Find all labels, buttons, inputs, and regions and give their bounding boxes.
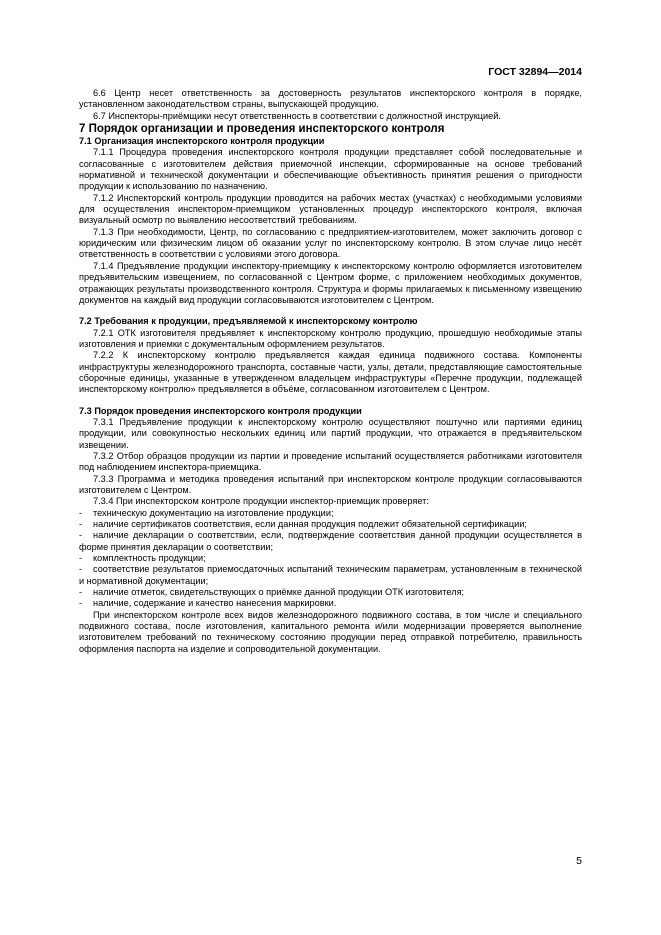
list-item: - техническую документацию на изготовление продукции; [79,507,334,518]
paragraph-7-3-4: 7.3.4 При инспекторском контроле продукции инспектор-приемщик проверяет: [93,496,429,507]
paragraph-7-1-3: 7.1.3 При необходимости, Центр, по согласованию с предприятием-изготовителем, может заключить договор с юридическим или физическим лицом об оказании услуг по инспекторскому контролю. В этом случае лицо несёт ответственность в соответствии с условиями этого договора. [79,226,582,260]
paragraph-7-3-2: 7.3.2 Отбор образцов продукции из партии и проведение испытаний осуществляется работниками изготовителя под наблюдением инспектора-приемщика. [79,450,582,473]
paragraph-7-3-5: При инспекторском контроле всех видов железнодорожного подвижного состава, в том числе и специального подвижного состава, после изготовления, капитального ремонта и/или модернизации проверяется выполнение изготовителем требований по техническому состоянию продукции перед отправкой потребителю, правильность оформления паспорта на изделие и сопроводительной документации. [79,609,582,654]
paragraph-7-3-1: 7.3.1 Предъявление продукции к инспекторскому контролю осуществляют поштучно или партиями единиц продукции, или совокупностью нескольких единиц или партий продукции, что отражается в предъявительском извещении. [79,416,582,450]
section-7-title: 7 Порядок организации и проведения инспекторского контроля [79,123,445,136]
list-item: - комплектность продукции; [79,553,206,564]
paragraph-7-1-4: 7.1.4 Предъявление продукции инспектору-приемщику к инспекторскому контролю оформляется изготовителем предъявительским извещением, по согласованной с Центром форме, с приложением необходимых документов, отражающих результаты производственного контроля. Структура и формы прилагаемых к письменному извещению документов на каждый вид продукции согласовываются изготовителем с Центром. [79,260,582,305]
section-7-1-title: 7.1 Организация инспекторского контроля продукции [79,136,325,147]
paragraph-7-1-2: 7.1.2 Инспекторский контроль продукции проводится на рабочих местах (участках) с необходимыми условиями для осуществления инспектором-приемщиком установленных процедур инспекторского контроля, включая визуальный осмотр по выявлению несоответствий требованиям. [79,192,582,226]
paragraph-7-3-3: 7.3.3 Программа и методика проведения испытаний при инспекторском контроле продукции согласовываются изготовителем с Центром. [79,473,582,495]
document-body [79,88,582,655]
list-item: - соответствие результатов приемосдаточных испытаний техническим параметрам, установленным в технической и нормативной документации; [79,564,582,586]
list-item: - наличие сертификатов соответствия, если данная продукция подлежит обязательной сертификации; [79,519,527,530]
section-7-2-title: 7.2 Требования к продукции, предъявляемой к инспекторскому контролю [79,316,418,327]
paragraph-6-6: 6.6 Центр несет ответственность за достоверность результатов инспекторского контроля в порядке, установленном законодательством страны, выпускающей продукцию. [79,88,582,110]
page-number: 5 [576,855,582,867]
list-item: - наличие декларации о соответствии, если, подтверждение соответствия данной продукции осуществляется в форме принятия декларации о соответствии; [79,530,582,552]
section-7-3-title: 7.3 Порядок проведения инспекторского контроля продукции [79,405,362,416]
paragraph-7-2-2: 7.2.2 К инспекторскому контролю предъявляется каждая единица подвижного состава. Компоненты инфраструктуры железнодорожного транспорта, составные части, узлы, детали, представляющие самостоятельные сборочные единицы, указанные в утвержденном владельцем инфраструктуры «Перечне продукции, подлежащей инспекторскому контролю» предъявляется в объёме, согласованном изготовителем с Центром. [79,350,582,395]
paragraph-7-1-1: 7.1.1 Процедура проведения инспекторского контроля продукции представляет собой последовательные и согласованные с изготовителем действия приемочной инспекции, сформированные на основе требований нормативной и технической документации и обеспечивающие объективность принятия решения о пригодности продукции к использованию по назначению. [79,147,582,192]
list-item: - наличие отметок, свидетельствующих о приёмке данной продукции ОТК изготовителя; [79,587,465,598]
spacer [79,306,582,316]
document-code: ГОСТ 32894—2014 [488,66,582,78]
list-item: - наличие, содержание и качество нанесения маркировки. [79,598,337,609]
paragraph-7-2-1: 7.2.1 ОТК изготовителя предъявляет к инспекторскому контролю продукцию, прошедшую необходимые этапы изготовления и приемки с документальным оформлением результатов. [79,327,582,349]
spacer [79,396,582,406]
paragraph-6-7: 6.7 Инспекторы-приёмщики несут ответственность в соответствии с должностной инструкцией. [93,110,501,121]
